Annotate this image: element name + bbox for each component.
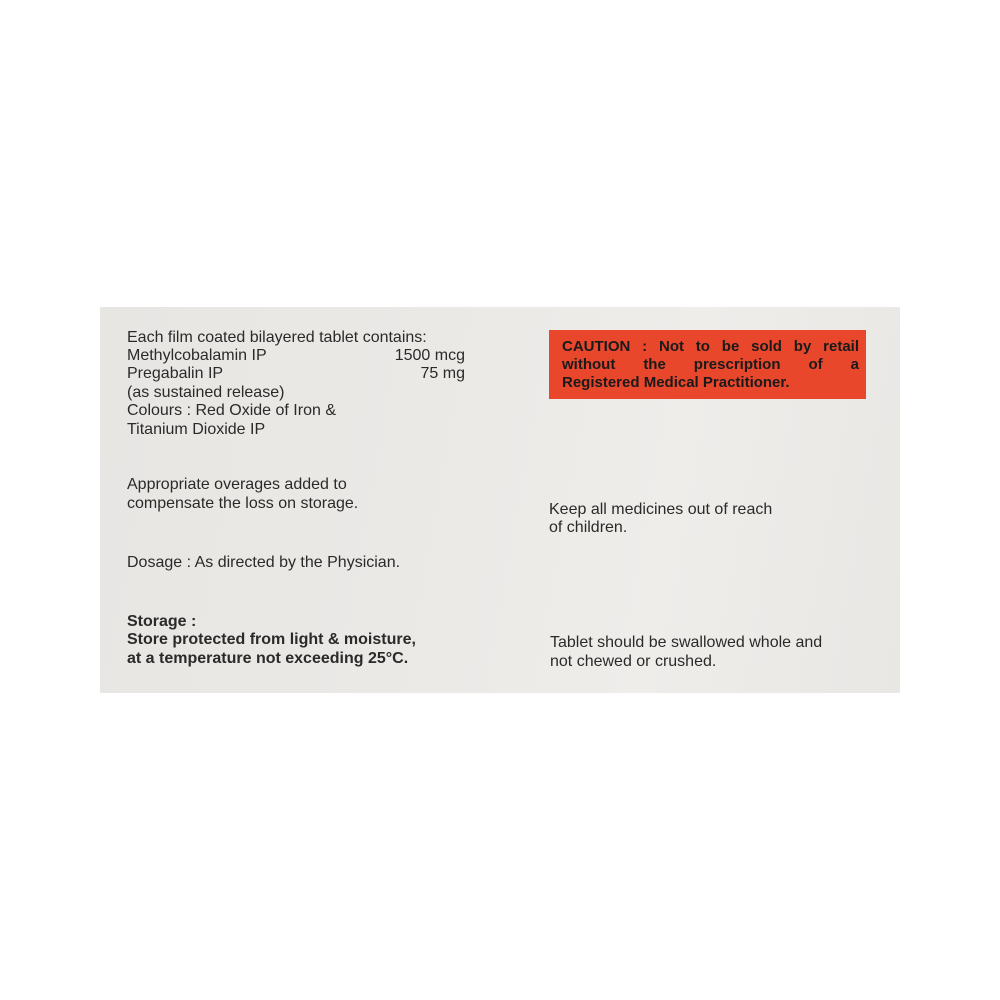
swallow-note-line-1: Tablet should be swallowed whole and <box>550 634 823 651</box>
children-warning-line-2: of children. <box>549 519 628 536</box>
storage-line-2: at a temperature not exceeding 25°C. <box>127 650 409 667</box>
caution-line-2: without the prescription of a <box>562 356 859 373</box>
storage-heading: Storage : <box>127 613 197 630</box>
colours-line-2: Titanium Dioxide IP <box>127 421 266 438</box>
caution-box <box>549 330 866 399</box>
release-note: (as sustained release) <box>127 384 285 401</box>
ingredient-amount-pregabalin: 75 mg <box>420 365 465 382</box>
dosage-text: Dosage : As directed by the Physician. <box>127 554 401 571</box>
overages-line-1: Appropriate overages added to <box>127 476 347 493</box>
ingredient-amount-methylcobalamin: 1500 mcg <box>394 347 465 364</box>
colours-line-1: Colours : Red Oxide of Iron & <box>127 402 336 419</box>
caution-line-3: Registered Medical Practitioner. <box>562 374 790 391</box>
composition-heading: Each film coated bilayered tablet contains: <box>127 329 427 346</box>
medicine-label-panel <box>100 307 900 693</box>
swallow-note-line-2: not chewed or crushed. <box>550 653 717 670</box>
caution-line-1: CAUTION : Not to be sold by retail <box>562 338 859 355</box>
ingredient-name-methylcobalamin: Methylcobalamin IP <box>127 347 267 364</box>
storage-line-1: Store protected from light & moisture, <box>127 631 416 648</box>
ingredient-name-pregabalin: Pregabalin IP <box>127 365 224 382</box>
overages-line-2: compensate the loss on storage. <box>127 495 359 512</box>
children-warning-line-1: Keep all medicines out of reach <box>549 501 773 518</box>
